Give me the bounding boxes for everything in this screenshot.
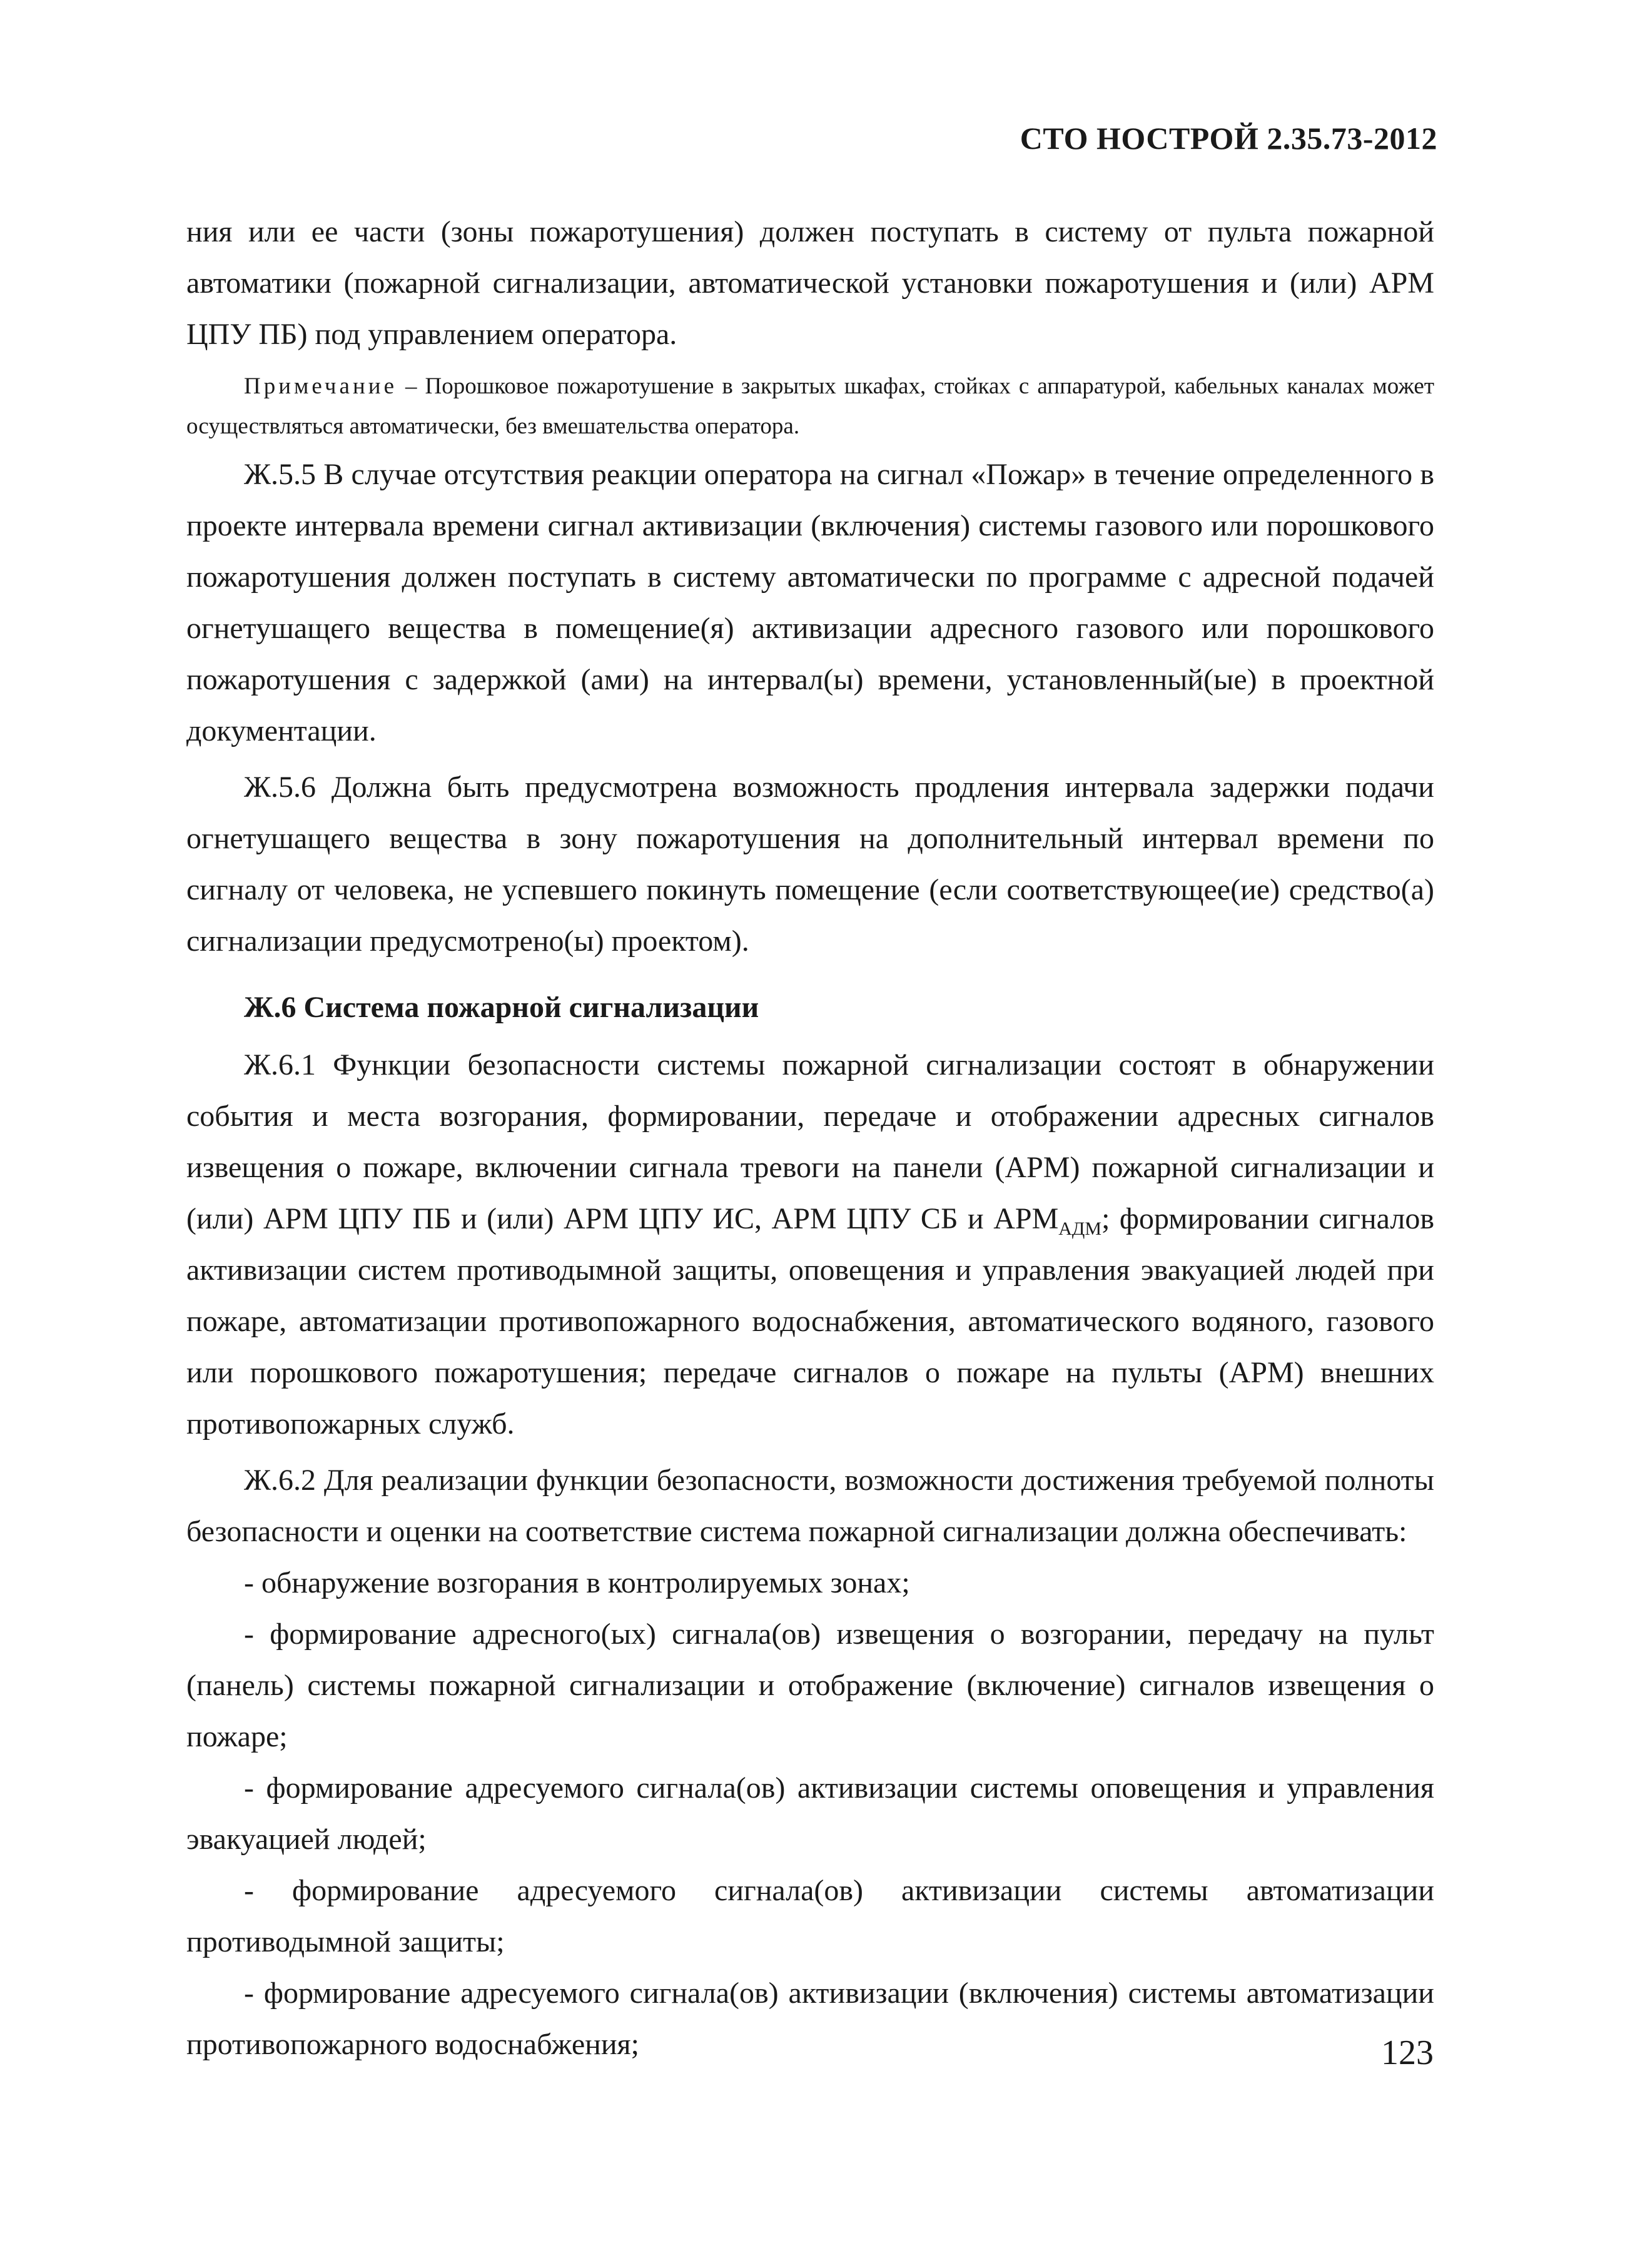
- paragraph-zh-6-2: Ж.6.2 Для реализации функции безопасности, возможности достижения требуемой полноты безопасности и оценки на соответствие система пожарной сигнализации должна обеспечивать:: [186, 1464, 1434, 1548]
- paragraph-zh-6-1: [186, 1040, 1434, 1450]
- document-code-header: СТО НОСТРОЙ 2.35.73-2012: [1020, 121, 1437, 156]
- list-item: - формирование адресуемого сигнала(ов) активизации системы оповещения и управления эвакуацией людей;: [186, 1771, 1434, 1856]
- page-number: 123: [1381, 2033, 1434, 2072]
- note-label: Примечание: [244, 373, 397, 399]
- subscript-adm: АДМ: [1058, 1218, 1102, 1239]
- paragraph-zh-5-6: Ж.5.6 Должна быть предусмотрена возможность продления интервала задержки подачи огнетушащего вещества в зону пожаротушения на дополнительный интервал времени по сигналу от человека, не успевшего покинуть помещение (если соответствующее(ие) средство(а) сигнализации предусмотрено(ы) проектом).: [186, 771, 1434, 958]
- list-item: - обнаружение возгорания в контролируемых зонах;: [244, 1566, 910, 1599]
- page-body: [186, 206, 1434, 2070]
- section-heading-zh-6: Ж.6 Система пожарной сигнализации: [244, 991, 759, 1024]
- note: [186, 367, 1434, 447]
- paragraph-zh-6-1-part-b: ; формировании сигналов активизации систем противодымной защиты, оповещения и управления эвакуацией людей при пожаре, автоматизации противопожарного водоснабжения, автоматического водяного, газового или порошкового пожаротушения; передаче сигналов о пожаре на пульты (АРМ) внешних противопожарных служб.: [186, 1202, 1434, 1440]
- list-item: - формирование адресного(ых) сигнала(ов) извещения о возгорании, передачу на пульт (панель) системы пожарной сигнализации и отображение (включение) сигналов извещения о пожаре;: [186, 1617, 1434, 1753]
- paragraph-zh-5-5: Ж.5.5 В случае отсутствия реакции оператора на сигнал «Пожар» в течение определенного в проекте интервала времени сигнал активизации (включения) системы газового или порошкового пожаротушения должен поступать в систему автоматически по программе с адресной подачей огнетушащего вещества в помещение(я) активизации адресного газового или порошкового пожаротушения с задержкой (ами) на интервал(ы) времени, установленный(ые) в проектной документации.: [186, 458, 1434, 747]
- paragraph-zh-6-1-part-a: Ж.6.1 Функции безопасности системы пожарной сигнализации состоят в обнаружении события и места возгорания, формировании, передаче и отображении адресных сигналов извещения о пожаре, включении сигнала тревоги на панели (АРМ) пожарной сигнализации и (или) АРМ ЦПУ ПБ и (или) АРМ ЦПУ ИС, АРМ ЦПУ СБ и АРМ: [186, 1048, 1434, 1235]
- note-text: – Порошковое пожаротушение в закрытых шкафах, стойках с аппаратурой, кабельных каналах может осуществляться автоматически, без вмешательства оператора.: [186, 373, 1434, 439]
- paragraph-intro: ния или ее части (зоны пожаротушения) должен поступать в систему от пульта пожарной автоматики (пожарной сигнализации, автоматической установки пожаротушения и (или) АРМ ЦПУ ПБ) под управлением оператора.: [186, 215, 1434, 351]
- list-item: - формирование адресуемого сигнала(ов) активизации системы автоматизации противодымной защиты;: [186, 1874, 1434, 1958]
- list-item: - формирование адресуемого сигнала(ов) активизации (включения) системы автоматизации противопожарного водоснабжения;: [186, 1977, 1434, 2061]
